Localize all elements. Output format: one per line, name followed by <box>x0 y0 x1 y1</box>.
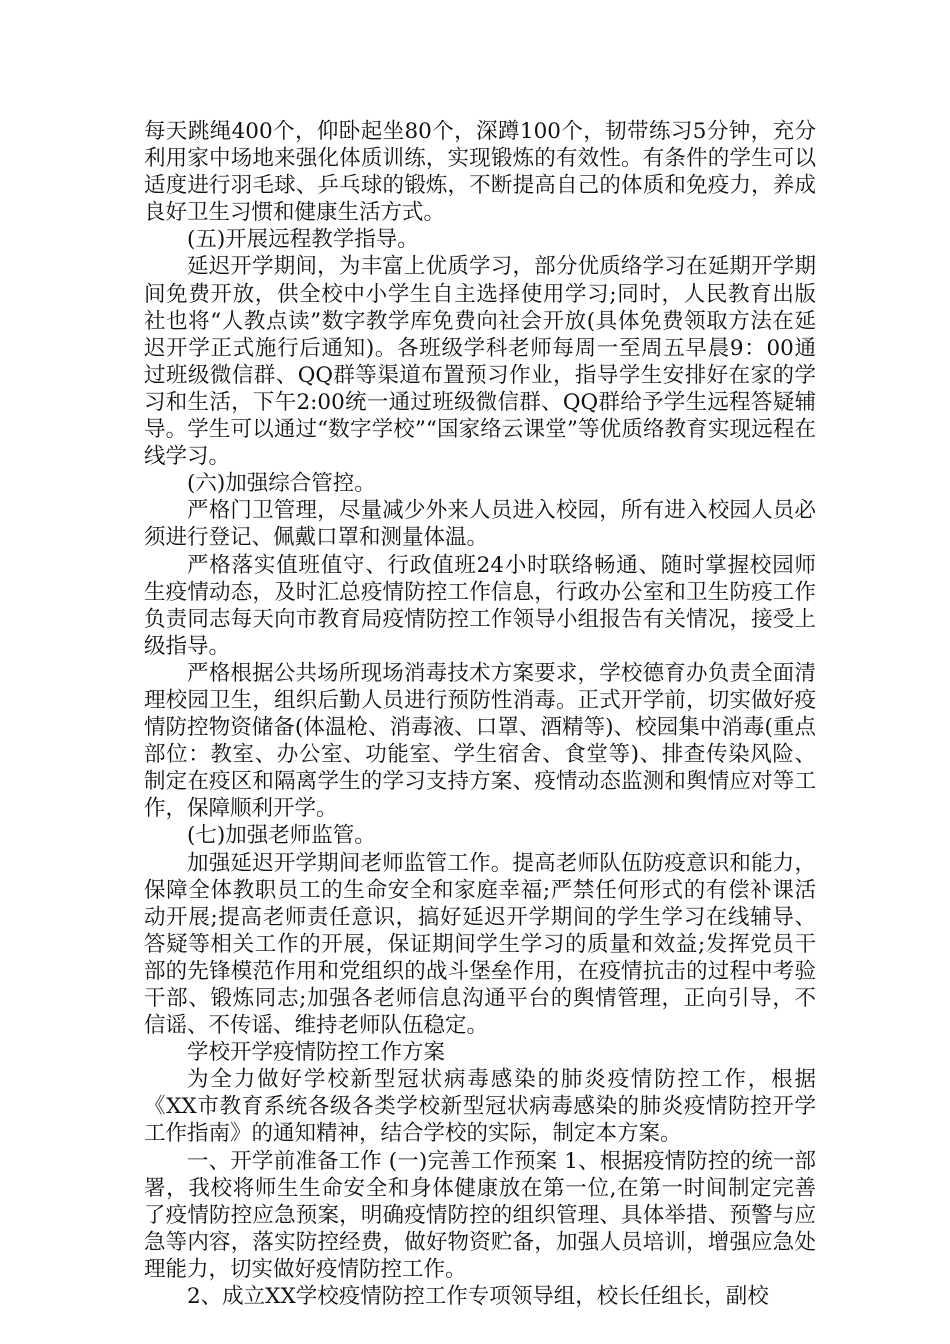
heading-school-plan: 学校开学疫情防控工作方案 <box>187 1040 446 1066</box>
paragraph-remote-teaching: 延迟开学期间，为丰富上优质学习，部分优质络学习在延期开学期间免费开放，供全校中小学生自主选择使用学习;同时，人民教育出版社也将“人教点读”数字教学库免费向社会开放(具体免费领取方法在延迟开学正式施行后通知)。各班级学科老师每周一至周五早晨9：00通过班级微信群、QQ群等渠道布置预习作业，指导学生安排好在家的学习和生活，下午2:00统一通过班级微信群、QQ群给予学生远程答疑辅导。学生可以通过“数字学校”“国家络云课堂”等优质络教育实现远程在线学习。 <box>144 254 816 470</box>
paragraph-teacher-supervision: 加强延迟开学期间老师监管工作。提高老师队伍防疫意识和能力，保障全体教职员工的生命安全和家庭幸福;严禁任何形式的有偿补课活动开展;提高老师责任意识，搞好延迟开学期间的学生学习在线辅导、答疑等相关工作的开展，保证期间学生学习的质量和效益;发挥党员干部的先锋模范作用和党组织的战斗堡垒作用，在疫情抗击的过程中考验干部、锻炼同志;加强各老师信息沟通平台的舆情管理，正向引导，不信谣、不传谣、维持老师队伍稳定。 <box>144 850 816 1039</box>
paragraph-exercise: 每天跳绳400个，仰卧起坐80个，深蹲100个，韧带练习5分钟，充分利用家中场地来强化体质训练，实现锻炼的有效性。有条件的学生可以适度进行羽毛球、乒乓球的锻炼，不断提高自己的体质和免疫力，养成良好卫生习惯和健康生活方式。 <box>144 119 816 226</box>
document-body <box>144 118 816 1310</box>
heading-teacher-supervision: (七)加强老师监管。 <box>187 823 376 849</box>
heading-comprehensive-control: (六)加强综合管控。 <box>187 471 376 497</box>
paragraph-duty-shift: 严格落实值班值守、行政值班24小时联络畅通、随时掌握校园师生疫情动态，及时汇总疫情防控工作信息，行政办公室和卫生防疫工作负责同志每天向市教育局疫情防控工作领导小组报告有关情况，接受上级指导。 <box>144 552 816 659</box>
paragraph-preparation: 一、开学前准备工作 (一)完善工作预案 1、根据疫情防控的统一部署，我校将师生生命安全和身体健康放在第一位,在第一时间制定完善了疫情防控应急预案，明确疫情防控的组织管理、具体举措、预警与应急等内容，落实防控经费，做好物资贮备，加强人员培训，增强应急处理能力，切实做好疫情防控工作。 <box>144 1148 816 1282</box>
paragraph-disinfection: 严格根据公共场所现场消毒技术方案要求，学校德育办负责全面清理校园卫生，组织后勤人员进行预防性消毒。正式开学前，切实做好疫情防控物资储备(体温枪、消毒液、口罩、酒精等)、校园集中消毒(重点部位：教室、办公室、功能室、学生宿舍、食堂等)、排查传染风险、制定在疫区和隔离学生的学习支持方案、疫情动态监测和舆情应对等工作，保障顺利开学。 <box>144 660 816 822</box>
paragraph-leadership-group: 2、成立XX学校疫情防控工作专项领导组，校长任组长，副校 <box>187 1284 769 1310</box>
paragraph-plan-intro: 为全力做好学校新型冠状病毒感染的肺炎疫情防控工作，根据《XX市教育系统各级各类学校新型冠状病毒感染的肺炎疫情防控开学工作指南》的通知精神，结合学校的实际，制定本方案。 <box>144 1067 816 1147</box>
heading-remote-teaching: (五)开展远程教学指导。 <box>187 227 419 253</box>
paragraph-gate-management: 严格门卫管理，尽量减少外来人员进入校园，所有进入校园人员必须进行登记、佩戴口罩和测量体温。 <box>144 498 816 551</box>
